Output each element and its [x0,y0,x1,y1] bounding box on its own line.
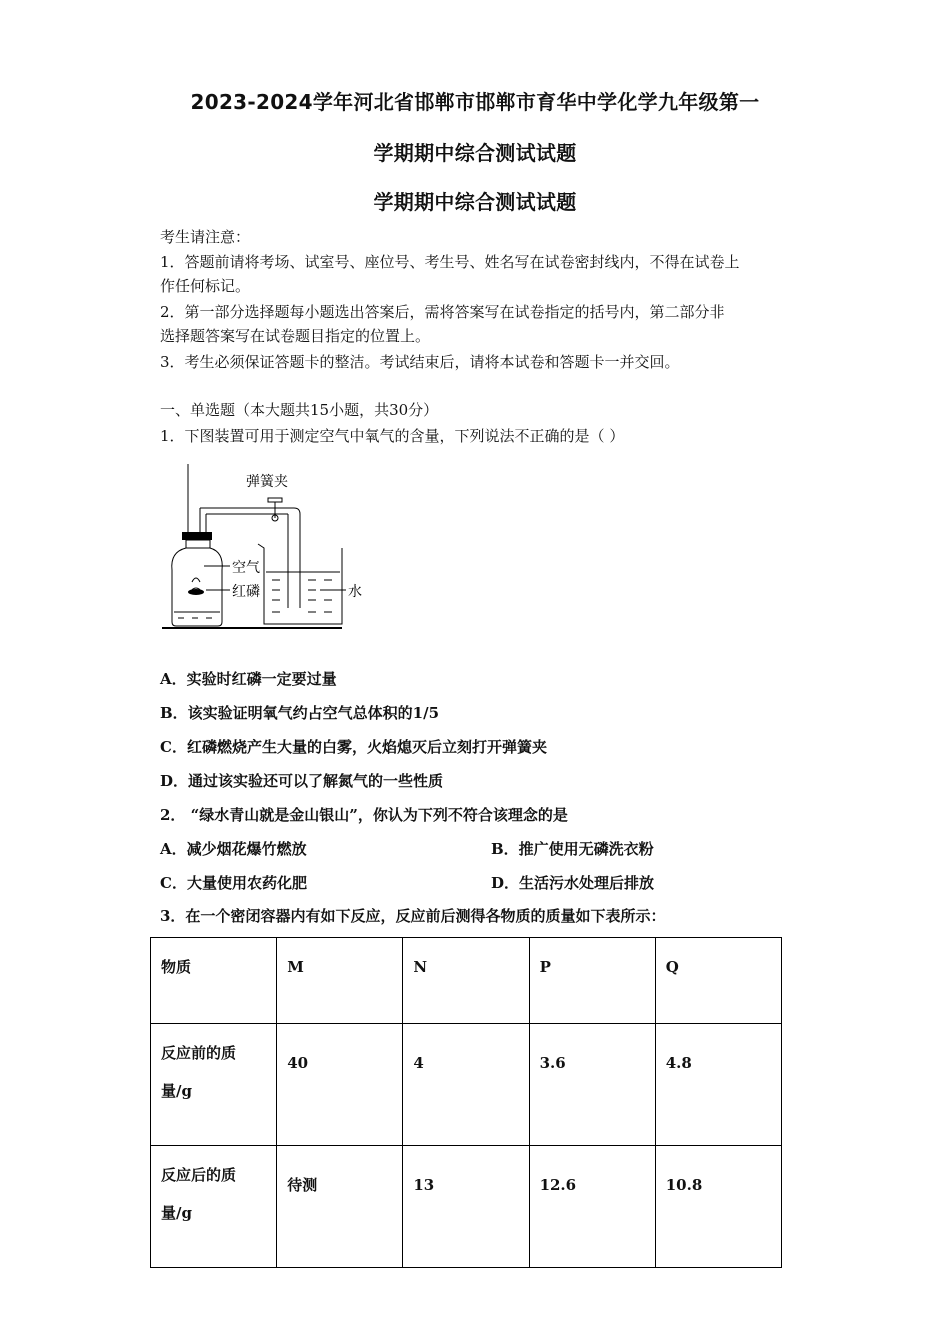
section-heading: 一、单选题（本大题共15小题，共30分） [160,401,439,419]
question-3-stem: 3．在一个密闭容器内有如下反应，反应前后测得各物质的质量如下表所示： [160,907,666,925]
table-cell: 40 [277,1024,403,1146]
table-cell: 4 [403,1024,529,1146]
table-header-cell: 物质 [151,938,277,1024]
table-header-row [151,938,782,1024]
question-1-option-b: B．该实验证明氧气约占空气总体积的1/5 [160,704,440,722]
notice-item: 1．答题前请将考场、试室号、座位号、考生号、姓名写在试卷密封线内，不得在试卷上 [160,253,740,271]
table-cell: 13 [403,1146,529,1268]
table-header-cell: N [403,938,529,1024]
table-cell: 4.8 [655,1024,781,1146]
notice-item: 2．第一部分选择题每小题选出答案后，需将答案写在试卷指定的括号内，第二部分非 [160,303,725,321]
table-cell: 12.6 [529,1146,655,1268]
notice-item: 作任何标记。 [160,277,251,295]
question-2-option-c: C．大量使用农药化肥 [160,874,307,892]
question-2-option-a: A．减少烟花爆竹燃放 [160,840,307,858]
table-cell: 反应后的质量/g [151,1146,277,1268]
notice-heading: 考生请注意： [160,228,251,246]
oxygen-apparatus-diagram [160,462,380,634]
question-1-option-a: A．实验时红磷一定要过量 [160,670,337,688]
table-cell: 反应前的质量/g [151,1024,277,1146]
notice-item: 3．考生必须保证答题卡的整洁。考试结束后，请将本试卷和答题卡一并交回。 [160,353,680,371]
label-air: 空气 [232,560,260,576]
table-row [151,1146,782,1268]
table-row [151,1024,782,1146]
table-header-cell: P [529,938,655,1024]
doc-title-line-1: 2023-2024学年河北省邯郸市邯郸市育华中学化学九年级第一 [190,90,760,114]
notice-item: 选择题答案写在试卷题目指定的位置上。 [160,327,431,345]
table-header-cell: M [277,938,403,1024]
question-1-option-d: D．通过该实验还可以了解氮气的一些性质 [160,772,444,790]
table-cell: 10.8 [655,1146,781,1268]
doc-title-line-3: 学期期中综合测试试题 [373,190,577,214]
label-spring-clamp: 弹簧夹 [246,474,288,490]
table-header-cell: Q [655,938,781,1024]
doc-title-line-2: 学期期中综合测试试题 [373,141,577,165]
mass-table [150,937,782,1268]
label-water: 水 [348,584,362,600]
question-2-option-d: D．生活污水处理后排放 [491,874,655,892]
table-cell: 3.6 [529,1024,655,1146]
question-1-option-c: C．红磷燃烧产生大量的白雾，火焰熄灭后立刻打开弹簧夹 [160,738,547,756]
question-2-stem: 2． “绿水青山就是金山银山”，你认为下列不符合该理念的是 [160,806,568,824]
table-cell: 待测 [277,1146,403,1268]
question-2-option-b: B．推广使用无磷洗衣粉 [491,840,654,858]
label-red-phosphorus: 红磷 [232,584,260,600]
question-1-stem: 1．下图装置可用于测定空气中氧气的含量，下列说法不正确的是（ ） [160,427,625,445]
